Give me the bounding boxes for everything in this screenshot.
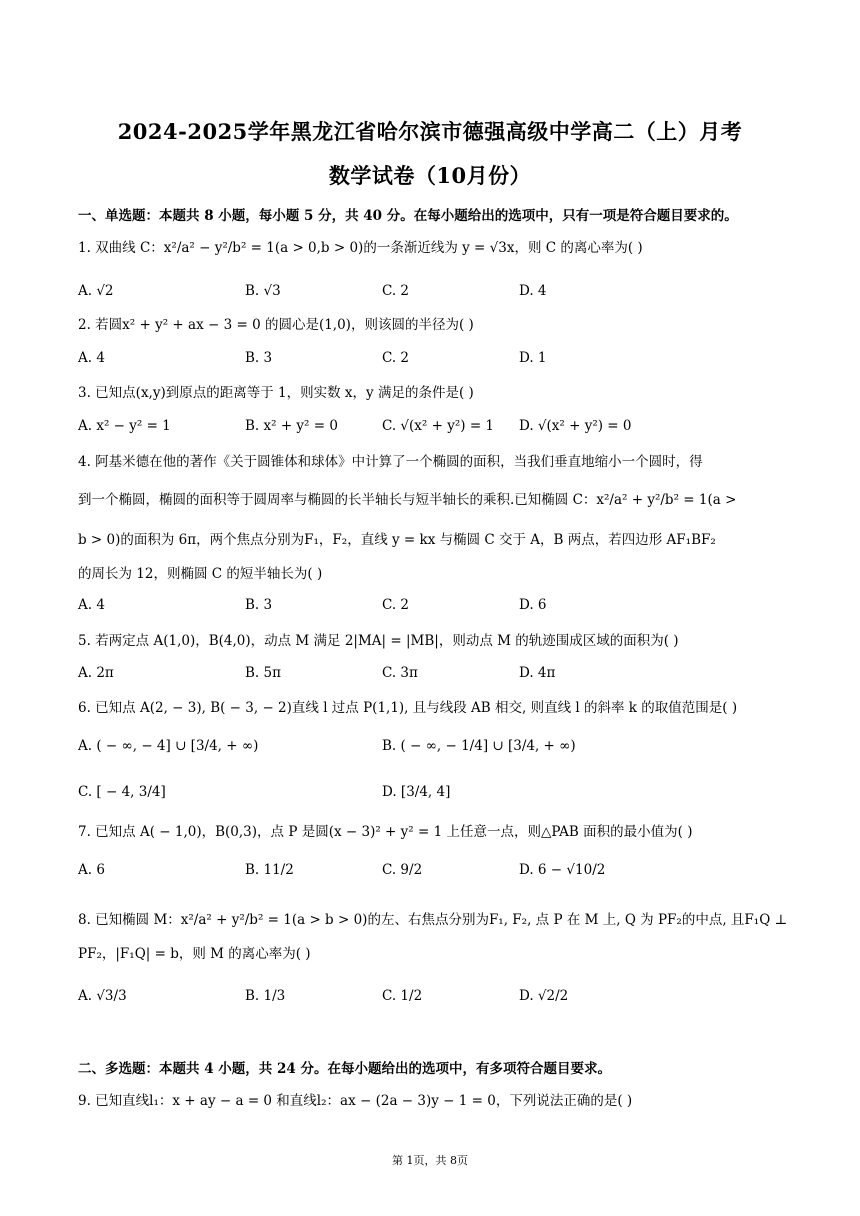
exam-title-line1: 2024-2025学年黑龙江省哈尔滨市德强高级中学高二（上）月考: [117, 119, 743, 144]
option-a: A. √2: [78, 283, 114, 299]
question-7-stem: 7. 已知点 A( − 1,0)，B(0,3)，点 P 是圆(x − 3)² + y² = 1 上任意一点，则△PAB 面积的最小值为( ): [78, 824, 693, 840]
option-a: A. 2π: [78, 665, 114, 681]
question-1-stem: 1. 双曲线 C：x²/a² − y²/b² = 1(a > 0,b > 0)的一条渐近线为 y = √3x，则 C 的离心率为( ): [78, 240, 643, 256]
option-b: B. 1/3: [245, 988, 286, 1004]
option-a: A. √3/3: [78, 988, 127, 1004]
question-6-options-row1: [78, 738, 798, 758]
section-heading-multiple-choice: 二、多选题：本题共 4 小题，共 24 分。在每小题给出的选项中，有多项符合题目要求。: [78, 1061, 611, 1077]
option-d: D. √(x² + y²) = 0: [519, 418, 632, 434]
question-1-options: [78, 283, 798, 303]
option-d: D. √2/2: [519, 988, 569, 1004]
option-d: D. 4: [519, 283, 547, 299]
option-a: A. 6: [78, 862, 105, 878]
option-b: B. 3: [245, 597, 273, 613]
option-b: B. x² + y² = 0: [245, 418, 338, 434]
option-d: D. 4π: [519, 665, 556, 681]
option-b: B. √3: [245, 283, 281, 299]
option-c: C. 2: [382, 350, 410, 366]
option-c: C. 1/2: [382, 988, 423, 1004]
option-a: A. 4: [78, 597, 105, 613]
question-5-options: [78, 665, 798, 685]
page-footer: 第 1页，共 8页: [392, 1154, 468, 1167]
question-6-stem: 6. 已知点 A(2, − 3), B( − 3, − 2)直线 l 过点 P(1,1), 且与线段 AB 相交, 则直线 l 的斜率 k 的取值范围是( ): [78, 700, 738, 716]
question-4-stem-line2: 到一个椭圆，椭圆的面积等于圆周率与椭圆的长半轴长与短半轴长的乘积.已知椭圆 C：x²/a² + y²/b² = 1(a >: [78, 492, 737, 508]
question-8-stem-line2: PF₂，|F₁Q| = b，则 M 的离心率为( ): [78, 946, 311, 962]
question-8-stem-line1: 8. 已知椭圆 M：x²/a² + y²/b² = 1(a > b > 0)的左、右焦点分别为F₁, F₂, 点 P 在 M 上, Q 为 PF₂的中点, 且F₁Q ⊥: [78, 912, 788, 928]
option-a: A. 4: [78, 350, 105, 366]
question-2-stem: 2. 若圆x² + y² + ax − 3 = 0 的圆心是(1,0)，则该圆的半径为( ): [78, 317, 474, 333]
option-b: B. 5π: [245, 665, 281, 681]
question-3-options: [78, 418, 798, 438]
option-d: D. 6: [519, 597, 547, 613]
option-c: C. 2: [382, 283, 410, 299]
question-4-stem-line1: 4. 阿基米德在他的著作《关于圆锥体和球体》中计算了一个椭圆的面积，当我们垂直地缩小一个圆时，得: [78, 454, 703, 470]
question-4-stem-line4: 的周长为 12，则椭圆 C 的短半轴长为( ): [78, 566, 323, 582]
option-c: C. 9/2: [382, 862, 423, 878]
option-b: B. ( − ∞, − 1/4] ∪ [3/4, + ∞): [382, 738, 576, 754]
option-c: C. √(x² + y²) = 1: [382, 418, 495, 434]
question-7-options: [78, 862, 798, 882]
option-d: D. 1: [519, 350, 547, 366]
question-4-stem-line3: b > 0)的面积为 6π，两个焦点分别为F₁，F₂，直线 y = kx 与椭圆 C 交于 A，B 两点，若四边形 AF₁BF₂: [78, 532, 716, 548]
option-c: C. 3π: [382, 665, 418, 681]
option-b: B. 11/2: [245, 862, 294, 878]
question-5-stem: 5. 若两定点 A(1,0)，B(4,0)，动点 M 满足 2|MA| = |MB|，则动点 M 的轨迹围成区域的面积为( ): [78, 633, 679, 649]
option-b: B. 3: [245, 350, 273, 366]
question-8-options: [78, 988, 798, 1008]
section-heading-single-choice: 一、单选题：本题共 8 小题，每小题 5 分，共 40 分。在每小题给出的选项中，只有一项是符合题目要求的。: [78, 208, 738, 224]
option-d: D. [3/4, 4]: [382, 784, 451, 800]
question-6-options-row2: [78, 784, 798, 804]
question-3-stem: 3. 已知点(x,y)到原点的距离等于 1，则实数 x，y 满足的条件是( ): [78, 385, 474, 401]
option-c: C. [ − 4, 3/4]: [78, 784, 166, 800]
option-d: D. 6 − √10/2: [519, 862, 606, 878]
option-a: A. x² − y² = 1: [78, 418, 171, 434]
question-9-stem: 9. 已知直线l₁：x + ay − a = 0 和直线l₂：ax − (2a − 3)y − 1 = 0，下列说法正确的是( ): [78, 1093, 633, 1109]
question-2-options: [78, 350, 798, 370]
question-4-options: [78, 597, 798, 617]
exam-title-line2: 数学试卷（10月份）: [328, 163, 532, 188]
option-c: C. 2: [382, 597, 410, 613]
option-a: A. ( − ∞, − 4] ∪ [3/4, + ∞): [78, 738, 259, 754]
